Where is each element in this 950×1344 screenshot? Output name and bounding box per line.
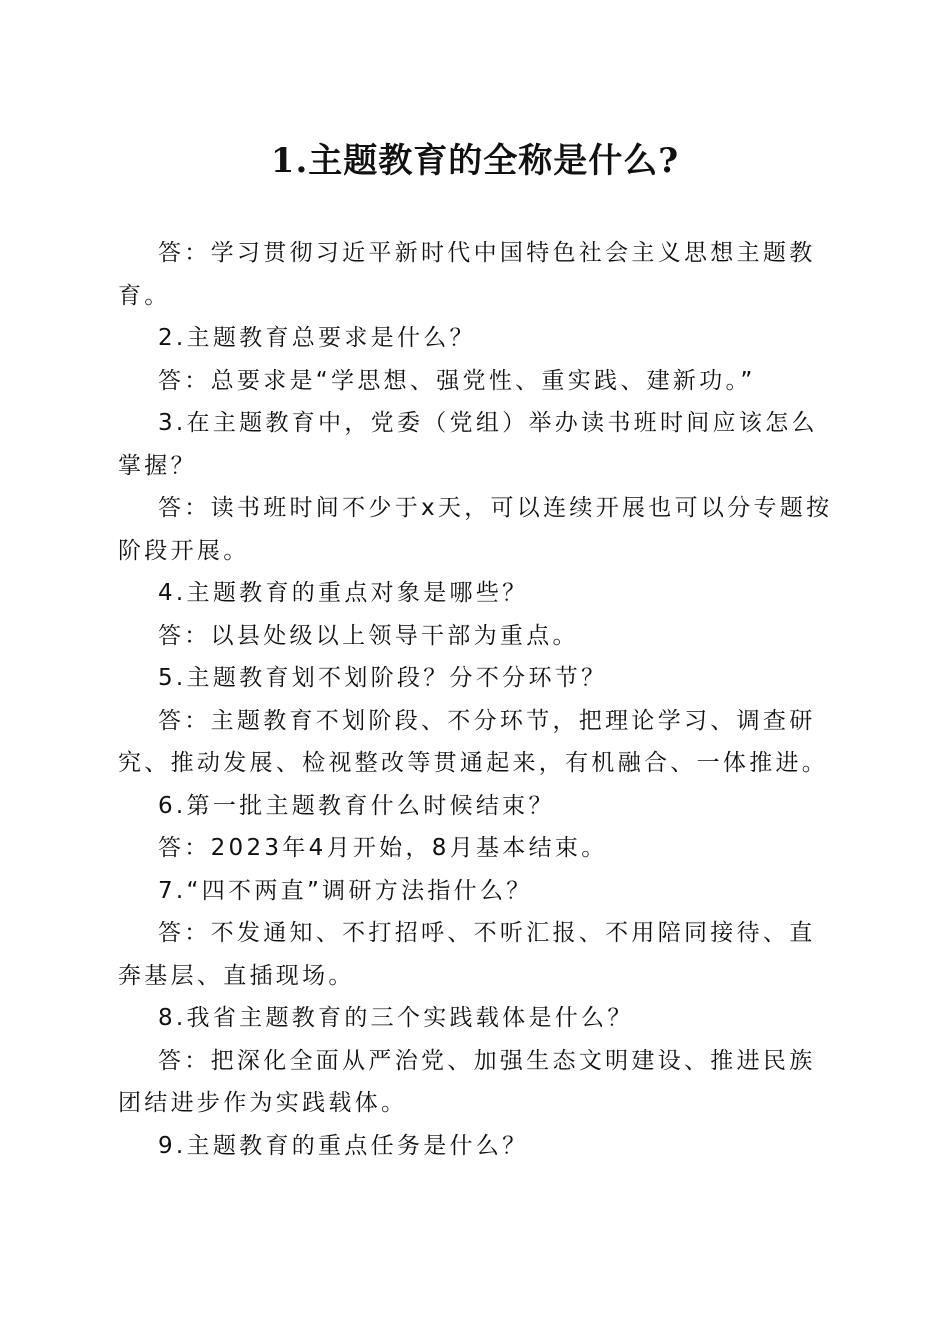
answer-paragraph: 答：学习贯彻习近平新时代中国特色社会主义思想主题教育。: [118, 240, 816, 309]
answer-paragraph: 答：以县处级以上领导干部为重点。: [158, 622, 579, 649]
document-body: [118, 232, 836, 1167]
page-title: 1.主题教育的全称是什么?: [270, 141, 680, 181]
question-paragraph: 7.“四不两直”调研方法指什么？: [158, 877, 533, 904]
question-paragraph: 3.在主题教育中，党委（党组）举办读书班时间应该怎么掌握？: [118, 410, 818, 479]
question-paragraph: 8.我省主题教育的三个实践载体是什么？: [158, 1005, 634, 1031]
answer-paragraph: 答：主题教育不划阶段、不分环节，把理论学习、调查研究、推动发展、检视整改等贯通起来，有机融合、一体推进。: [118, 707, 829, 776]
answer-paragraph: 答：总要求是“学思想、强党性、重实践、建新功。”: [158, 367, 756, 394]
answer-paragraph: 答：不发通知、不打招呼、不听汇报、不用陪同接待、直奔基层、直插现场。: [118, 920, 816, 989]
answer-paragraph: 答：2023年4月开始，8月基本结束。: [158, 835, 608, 861]
question-paragraph: 6.第一批主题教育什么时候结束？: [158, 792, 555, 819]
question-paragraph: 5.主题教育划不划阶段？分不分环节？: [158, 665, 608, 691]
question-paragraph: 9.主题教育的重点任务是什么？: [158, 1132, 529, 1159]
question-paragraph: 2.主题教育总要求是什么？: [158, 325, 476, 351]
answer-paragraph: 答：读书班时间不少于x天，可以连续开展也可以分专题按阶段开展。: [118, 495, 833, 564]
answer-paragraph: 答：把深化全面从严治党、加强生态文明建设、推进民族团结进步作为实践载体。: [118, 1047, 816, 1116]
question-paragraph: 4.主题教育的重点对象是哪些？: [158, 580, 529, 606]
